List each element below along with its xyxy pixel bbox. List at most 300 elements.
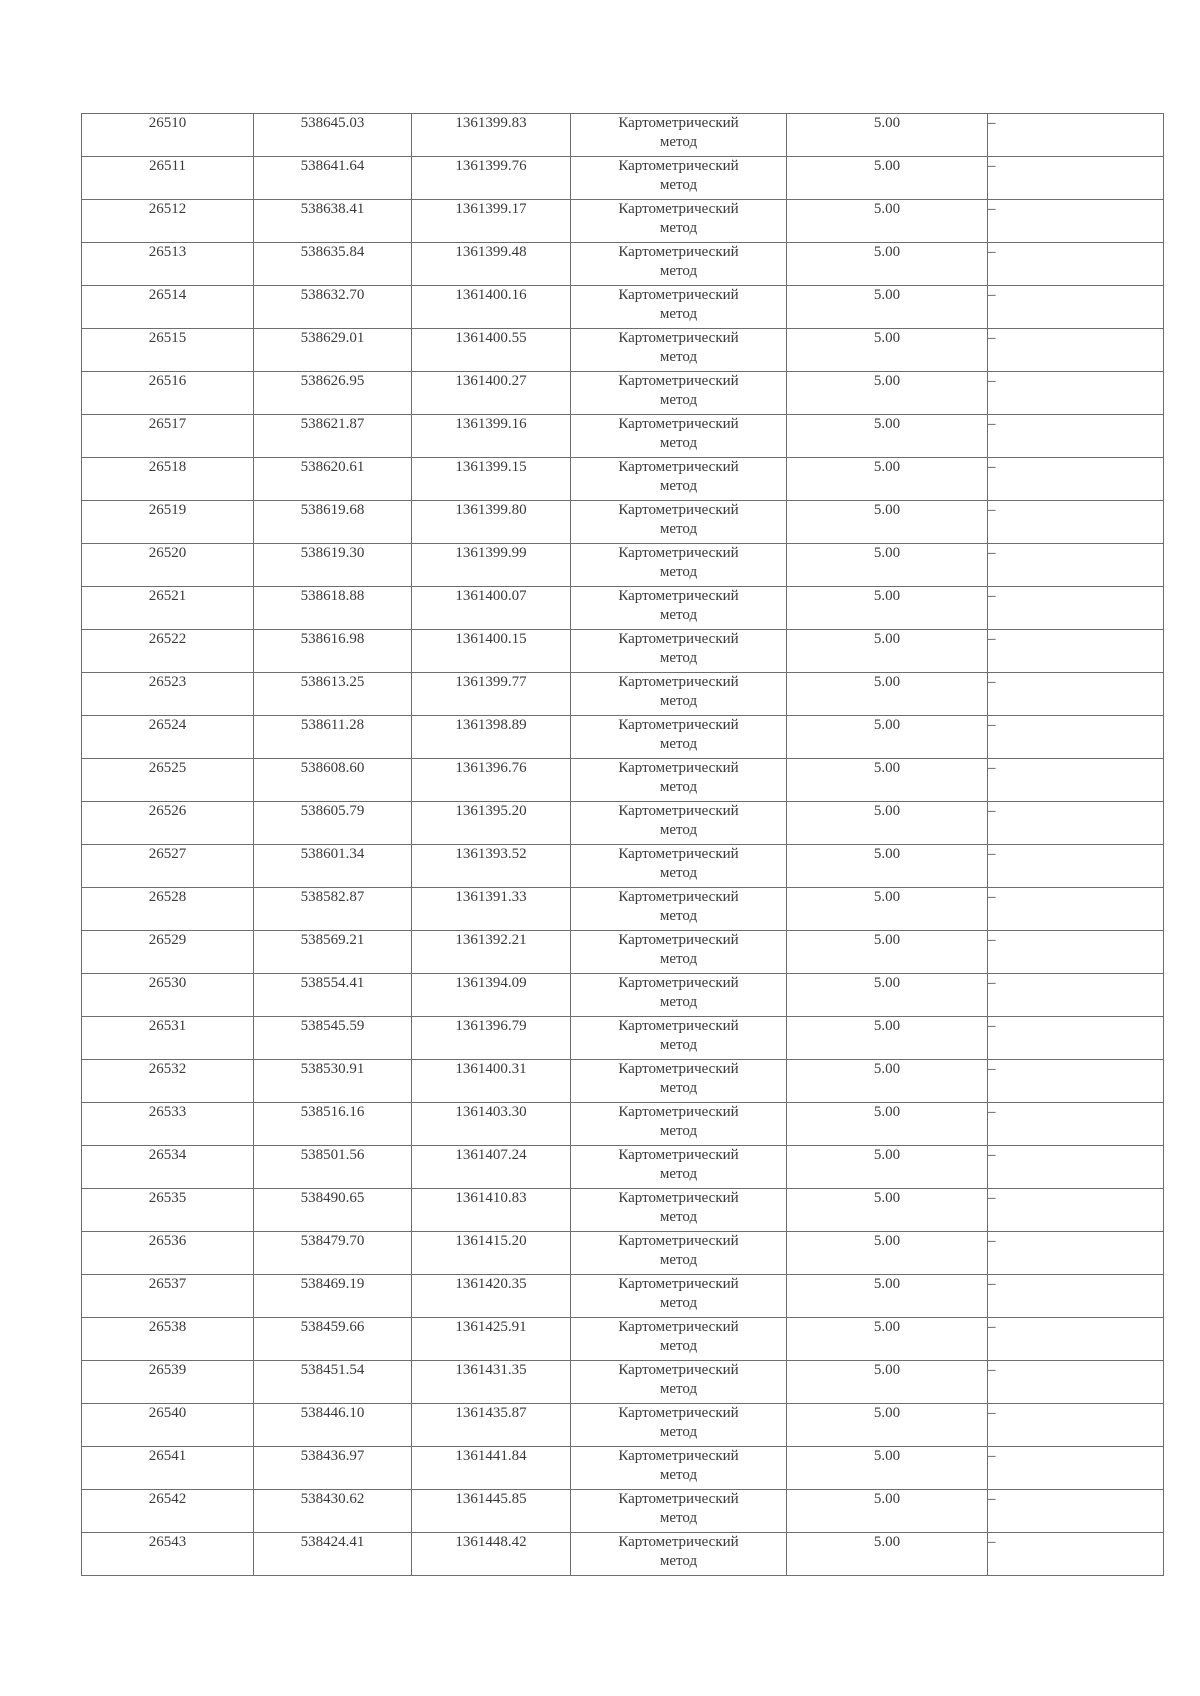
method-line-1: Картометрический (618, 975, 739, 991)
method-line-2: метод (659, 607, 698, 623)
note-cell: – (988, 888, 1164, 931)
y-coordinate-cell: 1361410.83 (412, 1189, 571, 1232)
coordinates-table (81, 113, 1164, 1576)
x-coordinate-cell: 538638.41 (254, 200, 412, 243)
precision-cell: 5.00 (787, 286, 988, 329)
method-cell (571, 974, 787, 1017)
table-row (82, 673, 1164, 716)
y-coordinate-cell: 1361392.21 (412, 931, 571, 974)
method-line-2: метод (659, 1123, 698, 1139)
y-coordinate-cell: 1361399.48 (412, 243, 571, 286)
note-cell: – (988, 802, 1164, 845)
note-cell: – (988, 157, 1164, 200)
point-number-cell: 26514 (82, 286, 254, 329)
method-line-2: метод (659, 134, 698, 150)
y-coordinate-cell: 1361425.91 (412, 1318, 571, 1361)
method-line-2: метод (659, 1338, 698, 1354)
x-coordinate-cell: 538601.34 (254, 845, 412, 888)
method-cell (571, 716, 787, 759)
note-cell: – (988, 200, 1164, 243)
table-row (82, 1447, 1164, 1490)
y-coordinate-cell: 1361398.89 (412, 716, 571, 759)
method-cell (571, 845, 787, 888)
method-line-2: метод (659, 865, 698, 881)
note-cell: – (988, 1189, 1164, 1232)
precision-cell: 5.00 (787, 1017, 988, 1060)
y-coordinate-cell: 1361395.20 (412, 802, 571, 845)
x-coordinate-cell: 538629.01 (254, 329, 412, 372)
method-line-1: Картометрический (618, 1018, 739, 1034)
precision-cell: 5.00 (787, 372, 988, 415)
table-row (82, 759, 1164, 802)
method-line-1: Картометрический (618, 1362, 739, 1378)
x-coordinate-cell: 538632.70 (254, 286, 412, 329)
point-number-cell: 26533 (82, 1103, 254, 1146)
precision-cell: 5.00 (787, 1318, 988, 1361)
table-row (82, 1232, 1164, 1275)
table-row (82, 243, 1164, 286)
method-line-1: Картометрический (618, 760, 739, 776)
point-number-cell: 26539 (82, 1361, 254, 1404)
method-line-2: метод (659, 1166, 698, 1182)
method-cell (571, 157, 787, 200)
method-line-1: Картометрический (618, 545, 739, 561)
method-cell (571, 200, 787, 243)
precision-cell: 5.00 (787, 1060, 988, 1103)
table-row (82, 1017, 1164, 1060)
method-line-1: Картометрический (618, 459, 739, 475)
y-coordinate-cell: 1361400.31 (412, 1060, 571, 1103)
method-line-1: Картометрический (618, 1405, 739, 1421)
y-coordinate-cell: 1361399.17 (412, 200, 571, 243)
method-line-2: метод (659, 994, 698, 1010)
point-number-cell: 26513 (82, 243, 254, 286)
y-coordinate-cell: 1361399.83 (412, 114, 571, 157)
method-line-1: Картометрический (618, 1276, 739, 1292)
precision-cell: 5.00 (787, 1533, 988, 1576)
note-cell: – (988, 673, 1164, 716)
point-number-cell: 26518 (82, 458, 254, 501)
method-cell (571, 587, 787, 630)
note-cell: – (988, 1017, 1164, 1060)
y-coordinate-cell: 1361403.30 (412, 1103, 571, 1146)
method-line-2: метод (659, 306, 698, 322)
table-row (82, 544, 1164, 587)
table-row (82, 1103, 1164, 1146)
method-line-2: метод (659, 1553, 698, 1569)
precision-cell: 5.00 (787, 243, 988, 286)
note-cell: – (988, 1533, 1164, 1576)
precision-cell: 5.00 (787, 1275, 988, 1318)
y-coordinate-cell: 1361391.33 (412, 888, 571, 931)
precision-cell: 5.00 (787, 544, 988, 587)
precision-cell: 5.00 (787, 888, 988, 931)
table-row (82, 1318, 1164, 1361)
method-line-1: Картометрический (618, 1534, 739, 1550)
y-coordinate-cell: 1361399.15 (412, 458, 571, 501)
coordinates-table-body (82, 114, 1164, 1576)
table-row (82, 587, 1164, 630)
method-line-1: Картометрический (618, 1319, 739, 1335)
note-cell: – (988, 415, 1164, 458)
y-coordinate-cell: 1361399.99 (412, 544, 571, 587)
method-cell (571, 1404, 787, 1447)
method-cell (571, 329, 787, 372)
x-coordinate-cell: 538619.68 (254, 501, 412, 544)
point-number-cell: 26531 (82, 1017, 254, 1060)
x-coordinate-cell: 538611.28 (254, 716, 412, 759)
method-cell (571, 1232, 787, 1275)
note-cell: – (988, 974, 1164, 1017)
point-number-cell: 26520 (82, 544, 254, 587)
table-row (82, 630, 1164, 673)
precision-cell: 5.00 (787, 1189, 988, 1232)
table-row (82, 888, 1164, 931)
table-row (82, 200, 1164, 243)
y-coordinate-cell: 1361400.16 (412, 286, 571, 329)
method-line-2: метод (659, 736, 698, 752)
table-row (82, 931, 1164, 974)
table-row (82, 329, 1164, 372)
y-coordinate-cell: 1361431.35 (412, 1361, 571, 1404)
note-cell: – (988, 716, 1164, 759)
table-row (82, 1361, 1164, 1404)
method-line-1: Картометрический (618, 1147, 739, 1163)
method-cell (571, 802, 787, 845)
precision-cell: 5.00 (787, 1103, 988, 1146)
note-cell: – (988, 329, 1164, 372)
method-line-1: Картометрический (618, 1491, 739, 1507)
note-cell: – (988, 114, 1164, 157)
table-row (82, 458, 1164, 501)
y-coordinate-cell: 1361396.79 (412, 1017, 571, 1060)
point-number-cell: 26543 (82, 1533, 254, 1576)
precision-cell: 5.00 (787, 114, 988, 157)
note-cell: – (988, 587, 1164, 630)
y-coordinate-cell: 1361415.20 (412, 1232, 571, 1275)
note-cell: – (988, 372, 1164, 415)
x-coordinate-cell: 538605.79 (254, 802, 412, 845)
y-coordinate-cell: 1361407.24 (412, 1146, 571, 1189)
method-cell (571, 544, 787, 587)
method-cell (571, 759, 787, 802)
y-coordinate-cell: 1361400.27 (412, 372, 571, 415)
table-row (82, 286, 1164, 329)
precision-cell: 5.00 (787, 1361, 988, 1404)
x-coordinate-cell: 538619.30 (254, 544, 412, 587)
method-cell (571, 1017, 787, 1060)
method-line-1: Картометрический (618, 373, 739, 389)
x-coordinate-cell: 538446.10 (254, 1404, 412, 1447)
precision-cell: 5.00 (787, 1447, 988, 1490)
precision-cell: 5.00 (787, 415, 988, 458)
x-coordinate-cell: 538645.03 (254, 114, 412, 157)
precision-cell: 5.00 (787, 1232, 988, 1275)
x-coordinate-cell: 538616.98 (254, 630, 412, 673)
method-line-2: метод (659, 220, 698, 236)
point-number-cell: 26517 (82, 415, 254, 458)
method-line-1: Картометрический (618, 287, 739, 303)
precision-cell: 5.00 (787, 1146, 988, 1189)
point-number-cell: 26540 (82, 1404, 254, 1447)
y-coordinate-cell: 1361399.16 (412, 415, 571, 458)
method-line-2: метод (659, 349, 698, 365)
method-line-2: метод (659, 1467, 698, 1483)
method-cell (571, 1318, 787, 1361)
x-coordinate-cell: 538516.16 (254, 1103, 412, 1146)
point-number-cell: 26525 (82, 759, 254, 802)
precision-cell: 5.00 (787, 845, 988, 888)
x-coordinate-cell: 538582.87 (254, 888, 412, 931)
precision-cell: 5.00 (787, 501, 988, 544)
method-line-1: Картометрический (618, 717, 739, 733)
point-number-cell: 26530 (82, 974, 254, 1017)
method-line-1: Картометрический (618, 244, 739, 260)
table-row (82, 415, 1164, 458)
document-page (81, 113, 1163, 1576)
method-line-2: метод (659, 1381, 698, 1397)
x-coordinate-cell: 538618.88 (254, 587, 412, 630)
y-coordinate-cell: 1361400.55 (412, 329, 571, 372)
table-row (82, 802, 1164, 845)
note-cell: – (988, 1490, 1164, 1533)
method-cell (571, 1447, 787, 1490)
y-coordinate-cell: 1361448.42 (412, 1533, 571, 1576)
x-coordinate-cell: 538635.84 (254, 243, 412, 286)
note-cell: – (988, 1404, 1164, 1447)
x-coordinate-cell: 538641.64 (254, 157, 412, 200)
method-line-2: метод (659, 779, 698, 795)
method-line-1: Картометрический (618, 674, 739, 690)
x-coordinate-cell: 538430.62 (254, 1490, 412, 1533)
method-line-2: метод (659, 1037, 698, 1053)
point-number-cell: 26527 (82, 845, 254, 888)
table-row (82, 1275, 1164, 1318)
point-number-cell: 26538 (82, 1318, 254, 1361)
note-cell: – (988, 501, 1164, 544)
x-coordinate-cell: 538469.19 (254, 1275, 412, 1318)
y-coordinate-cell: 1361394.09 (412, 974, 571, 1017)
table-row (82, 1490, 1164, 1533)
method-cell (571, 630, 787, 673)
method-line-1: Картометрический (618, 1061, 739, 1077)
point-number-cell: 26536 (82, 1232, 254, 1275)
method-line-2: метод (659, 263, 698, 279)
x-coordinate-cell: 538436.97 (254, 1447, 412, 1490)
x-coordinate-cell: 538530.91 (254, 1060, 412, 1103)
note-cell: – (988, 1103, 1164, 1146)
y-coordinate-cell: 1361445.85 (412, 1490, 571, 1533)
method-line-2: метод (659, 1510, 698, 1526)
note-cell: – (988, 630, 1164, 673)
point-number-cell: 26535 (82, 1189, 254, 1232)
method-line-2: метод (659, 908, 698, 924)
x-coordinate-cell: 538569.21 (254, 931, 412, 974)
method-line-2: метод (659, 435, 698, 451)
table-row (82, 716, 1164, 759)
method-line-2: метод (659, 1252, 698, 1268)
note-cell: – (988, 544, 1164, 587)
point-number-cell: 26519 (82, 501, 254, 544)
point-number-cell: 26522 (82, 630, 254, 673)
method-line-2: метод (659, 951, 698, 967)
y-coordinate-cell: 1361399.80 (412, 501, 571, 544)
precision-cell: 5.00 (787, 329, 988, 372)
table-row (82, 1146, 1164, 1189)
precision-cell: 5.00 (787, 802, 988, 845)
x-coordinate-cell: 538545.59 (254, 1017, 412, 1060)
method-line-2: метод (659, 1424, 698, 1440)
method-cell (571, 372, 787, 415)
method-cell (571, 501, 787, 544)
method-cell (571, 673, 787, 716)
note-cell: – (988, 845, 1164, 888)
note-cell: – (988, 1060, 1164, 1103)
table-row (82, 1060, 1164, 1103)
method-line-2: метод (659, 392, 698, 408)
method-line-2: метод (659, 564, 698, 580)
method-line-2: метод (659, 1295, 698, 1311)
point-number-cell: 26528 (82, 888, 254, 931)
precision-cell: 5.00 (787, 673, 988, 716)
point-number-cell: 26541 (82, 1447, 254, 1490)
method-line-1: Картометрический (618, 803, 739, 819)
x-coordinate-cell: 538459.66 (254, 1318, 412, 1361)
table-row (82, 1404, 1164, 1447)
y-coordinate-cell: 1361400.15 (412, 630, 571, 673)
point-number-cell: 26529 (82, 931, 254, 974)
note-cell: – (988, 458, 1164, 501)
method-line-1: Картометрический (618, 932, 739, 948)
note-cell: – (988, 1275, 1164, 1318)
method-cell (571, 286, 787, 329)
precision-cell: 5.00 (787, 1490, 988, 1533)
point-number-cell: 26526 (82, 802, 254, 845)
table-row (82, 1533, 1164, 1576)
note-cell: – (988, 1447, 1164, 1490)
method-line-1: Картометрический (618, 201, 739, 217)
point-number-cell: 26542 (82, 1490, 254, 1533)
method-cell (571, 458, 787, 501)
method-line-1: Картометрический (618, 1233, 739, 1249)
method-line-1: Картометрический (618, 416, 739, 432)
x-coordinate-cell: 538620.61 (254, 458, 412, 501)
method-cell (571, 1103, 787, 1146)
point-number-cell: 26534 (82, 1146, 254, 1189)
method-line-2: метод (659, 478, 698, 494)
x-coordinate-cell: 538626.95 (254, 372, 412, 415)
method-line-1: Картометрический (618, 588, 739, 604)
precision-cell: 5.00 (787, 157, 988, 200)
y-coordinate-cell: 1361441.84 (412, 1447, 571, 1490)
note-cell: – (988, 1361, 1164, 1404)
x-coordinate-cell: 538490.65 (254, 1189, 412, 1232)
table-row (82, 501, 1164, 544)
x-coordinate-cell: 538451.54 (254, 1361, 412, 1404)
x-coordinate-cell: 538613.25 (254, 673, 412, 716)
y-coordinate-cell: 1361399.77 (412, 673, 571, 716)
method-cell (571, 114, 787, 157)
x-coordinate-cell: 538424.41 (254, 1533, 412, 1576)
precision-cell: 5.00 (787, 1404, 988, 1447)
point-number-cell: 26512 (82, 200, 254, 243)
method-cell (571, 1361, 787, 1404)
method-line-2: метод (659, 1209, 698, 1225)
x-coordinate-cell: 538621.87 (254, 415, 412, 458)
method-cell (571, 1490, 787, 1533)
table-row (82, 845, 1164, 888)
method-line-1: Картометрический (618, 502, 739, 518)
point-number-cell: 26521 (82, 587, 254, 630)
method-cell (571, 1189, 787, 1232)
note-cell: – (988, 1318, 1164, 1361)
note-cell: – (988, 931, 1164, 974)
method-cell (571, 1060, 787, 1103)
precision-cell: 5.00 (787, 974, 988, 1017)
y-coordinate-cell: 1361400.07 (412, 587, 571, 630)
table-row (82, 1189, 1164, 1232)
method-cell (571, 1146, 787, 1189)
method-line-1: Картометрический (618, 846, 739, 862)
y-coordinate-cell: 1361396.76 (412, 759, 571, 802)
y-coordinate-cell: 1361393.52 (412, 845, 571, 888)
method-line-1: Картометрический (618, 330, 739, 346)
method-line-2: метод (659, 822, 698, 838)
y-coordinate-cell: 1361420.35 (412, 1275, 571, 1318)
method-cell (571, 243, 787, 286)
method-cell (571, 1275, 787, 1318)
method-line-2: метод (659, 177, 698, 193)
point-number-cell: 26511 (82, 157, 254, 200)
point-number-cell: 26515 (82, 329, 254, 372)
table-row (82, 157, 1164, 200)
y-coordinate-cell: 1361399.76 (412, 157, 571, 200)
x-coordinate-cell: 538479.70 (254, 1232, 412, 1275)
method-line-2: метод (659, 693, 698, 709)
note-cell: – (988, 759, 1164, 802)
method-line-1: Картометрический (618, 1190, 739, 1206)
point-number-cell: 26516 (82, 372, 254, 415)
method-line-1: Картометрический (618, 889, 739, 905)
point-number-cell: 26537 (82, 1275, 254, 1318)
method-cell (571, 931, 787, 974)
precision-cell: 5.00 (787, 759, 988, 802)
method-line-1: Картометрический (618, 158, 739, 174)
x-coordinate-cell: 538554.41 (254, 974, 412, 1017)
x-coordinate-cell: 538608.60 (254, 759, 412, 802)
note-cell: – (988, 243, 1164, 286)
note-cell: – (988, 286, 1164, 329)
table-row (82, 114, 1164, 157)
method-line-1: Картометрический (618, 115, 739, 131)
point-number-cell: 26510 (82, 114, 254, 157)
table-row (82, 974, 1164, 1017)
method-line-1: Картометрический (618, 1448, 739, 1464)
point-number-cell: 26524 (82, 716, 254, 759)
precision-cell: 5.00 (787, 587, 988, 630)
method-line-2: метод (659, 1080, 698, 1096)
method-line-2: метод (659, 521, 698, 537)
method-cell (571, 888, 787, 931)
x-coordinate-cell: 538501.56 (254, 1146, 412, 1189)
precision-cell: 5.00 (787, 458, 988, 501)
note-cell: – (988, 1146, 1164, 1189)
method-line-1: Картометрический (618, 631, 739, 647)
method-cell (571, 1533, 787, 1576)
precision-cell: 5.00 (787, 931, 988, 974)
precision-cell: 5.00 (787, 716, 988, 759)
table-row (82, 372, 1164, 415)
